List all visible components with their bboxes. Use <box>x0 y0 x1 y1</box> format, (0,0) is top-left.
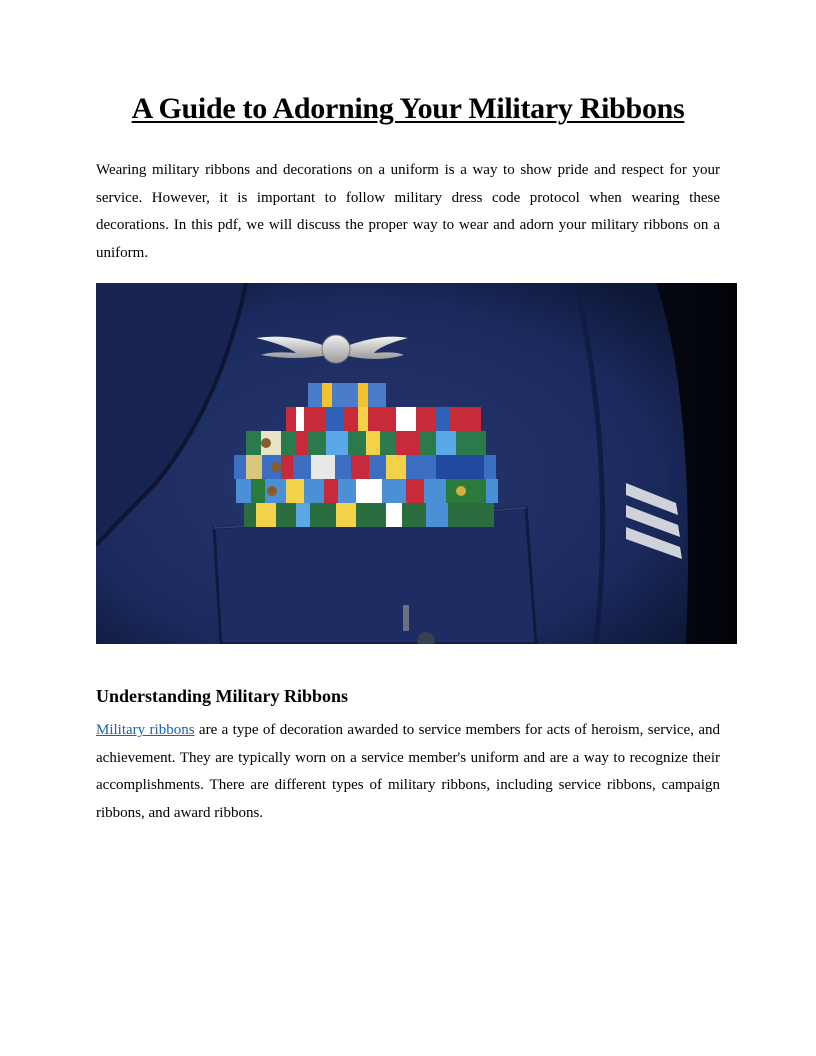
section-heading: Understanding Military Ribbons <box>96 686 349 706</box>
page-title: A Guide to Adorning Your Military Ribbons <box>131 92 685 125</box>
section-paragraph <box>96 717 720 827</box>
uniform-ribbons-photo <box>96 283 737 644</box>
intro-paragraph: Wearing military ribbons and decorations on a uniform is a way to show pride and respect for your service. However, it is important to follow military dress code protocol when wearing these decorations. In this pdf, we will discuss the proper way to wear and adorn your military ribbons on a uniform. <box>96 162 720 261</box>
military-ribbons-link[interactable]: Military ribbons <box>96 722 195 738</box>
section-paragraph-text: are a type of decoration awarded to service members for acts of heroism, service, and achievement. They are typically worn on a service member's uniform and are a way to recognize their accomplishments. There are different types of military ribbons, including service ribbons, campaign ribbons, and award ribbons. <box>96 722 720 821</box>
